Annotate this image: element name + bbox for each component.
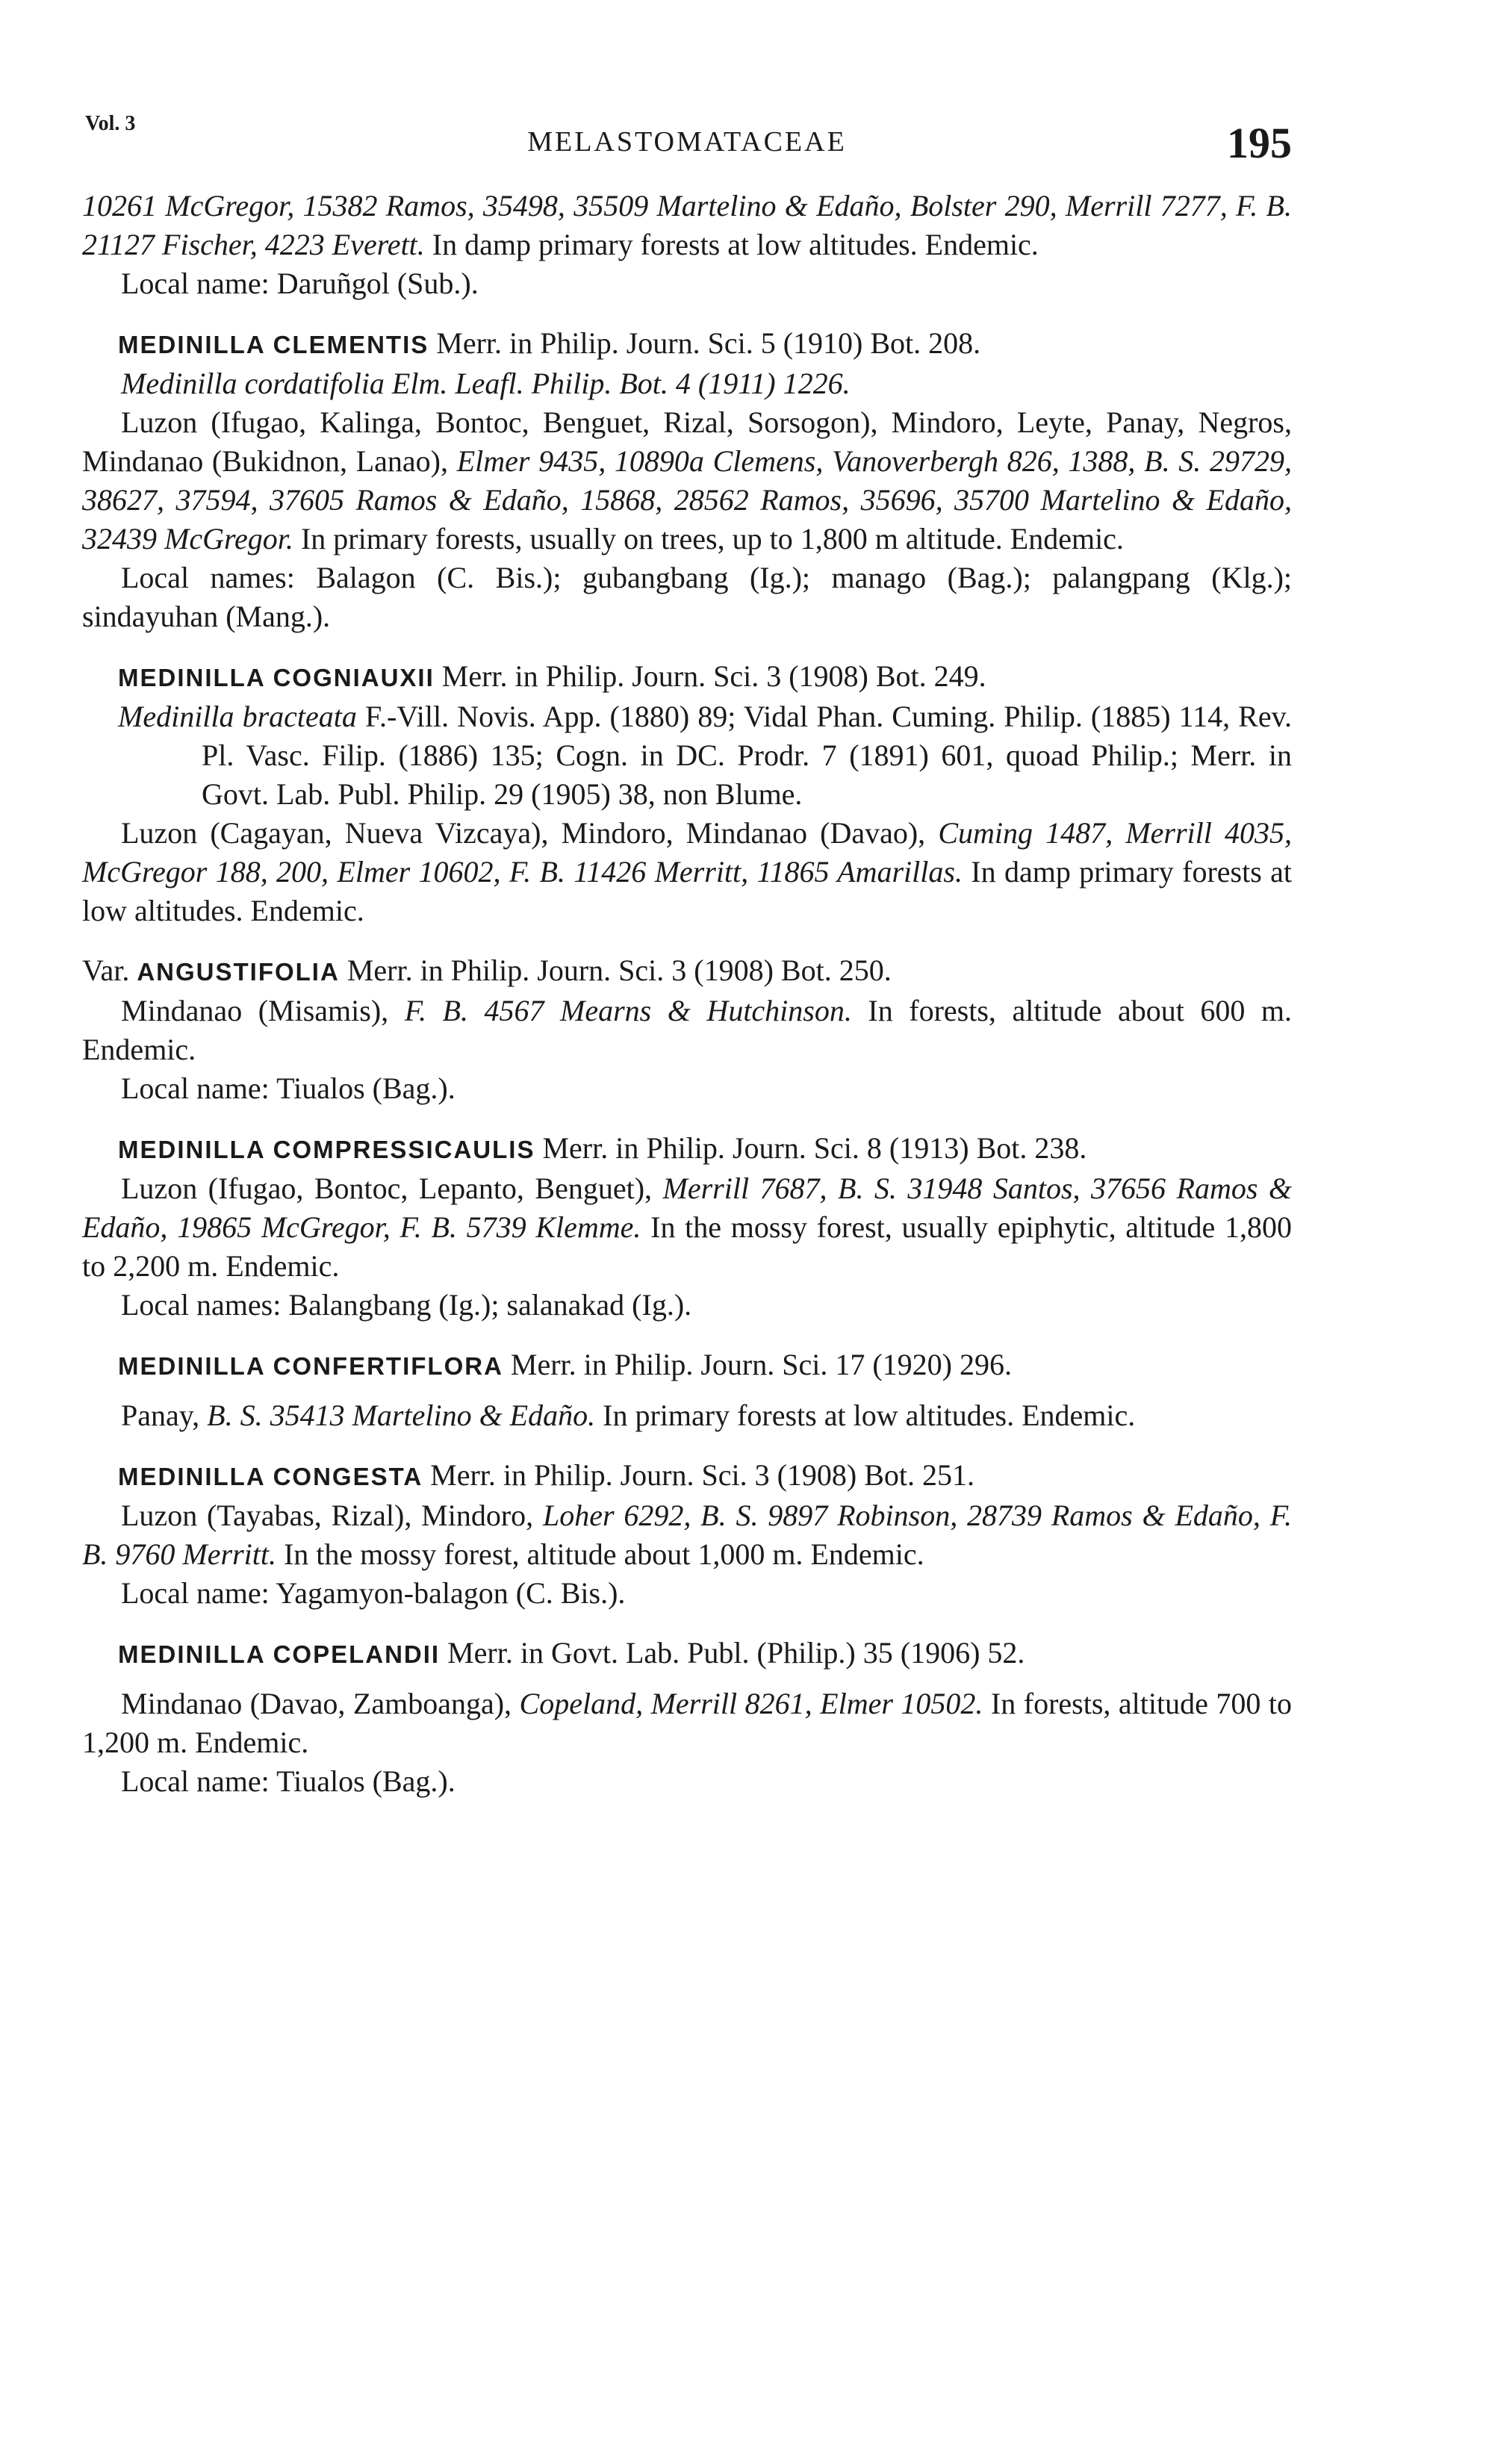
page-header: [82, 105, 1292, 187]
specimen-list: 10261 McGregor, 15382 Ramos, 35498, 35509 Martelino & Edaño, Bolster 290, Merrill 7277, F. B. 21127 Fischer, 4223 Everett.: [82, 189, 1292, 261]
habitat-text: In primary forests, usually on trees, up to 1,800 m altitude. Endemic.: [293, 522, 1124, 556]
species-citation: Merr. in Govt. Lab. Publ. (Philip.) 35 (1906) 52.: [440, 1636, 1025, 1670]
species-heading: [82, 324, 1292, 364]
local-name-line: Local name: Tiualos (Bag.).: [121, 1764, 456, 1798]
synonym-paragraph: [82, 697, 1292, 814]
species-heading: [82, 1634, 1292, 1674]
distribution-text: Mindanao (Misamis),: [121, 994, 405, 1027]
habitat-text: In primary forests at low altitudes. Endemic.: [595, 1399, 1136, 1432]
distribution-text: Mindanao (Davao, Zamboanga),: [121, 1687, 520, 1720]
species-name: MEDINILLA COMPRESSICAULIS: [118, 1136, 535, 1163]
variety-prefix: Var.: [82, 953, 137, 987]
distribution-paragraph: [82, 403, 1292, 559]
distribution-text: Luzon (Tayabas, Rizal), Mindoro,: [121, 1499, 543, 1532]
species-name: MEDINILLA COGNIAUXII: [118, 664, 435, 691]
specimen-list: Elmer 9435, 10890a Clemens, Vanoverbergh 826, 1388, B. S. 29729, 38627, 37594, 37605 Ramos & Edaño, 15868, 28562 Ramos, 35696, 35700 Martelino & Edaño, 32439 McGregor.: [82, 444, 1293, 556]
species-entry-congesta: [82, 1456, 1292, 1613]
synonym-name: Medinilla bracteata: [118, 700, 357, 733]
synonym-line: Medinilla cordatifolia Elm. Leafl. Philip. Bot. 4 (1911) 1226.: [121, 367, 851, 400]
volume-label: Vol. 3: [85, 112, 136, 135]
specimen-list: Cuming 1487, Merrill 4035, McGregor 188, 200, Elmer 10602, F. B. 11426 Merritt, 11865 Amarillas.: [82, 816, 1292, 889]
species-entry-confertiflora: [82, 1345, 1292, 1435]
distribution-paragraph: [82, 1496, 1292, 1574]
species-entry-cogniauxii: [82, 657, 1292, 1108]
specimen-list: B. S. 35413 Martelino & Edaño.: [207, 1399, 596, 1432]
variety-citation: Merr. in Philip. Journ. Sci. 3 (1908) Bot. 250.: [339, 953, 892, 987]
species-citation: Merr. in Philip. Journ. Sci. 5 (1910) Bot. 208.: [429, 326, 981, 360]
variety-name: ANGUSTIFOLIA: [137, 958, 340, 986]
species-citation: Merr. in Philip. Journ. Sci. 3 (1908) Bot. 251.: [423, 1458, 975, 1492]
page-number: 195: [1227, 119, 1292, 167]
species-heading: [82, 1345, 1292, 1386]
species-citation: Merr. in Philip. Journ. Sci. 3 (1908) Bot. 249.: [434, 659, 986, 693]
distribution-text: Luzon (Ifugao, Kalinga, Bontoc, Benguet, Rizal, Sorsogon), Mindoro, Leyte, Panay, Negros, Mindanao (Bukidnon, Lanao),: [82, 405, 1292, 478]
species-name: MEDINILLA CONFERTIFLORA: [118, 1352, 503, 1380]
specimen-list: Merrill 7687, B. S. 31948 Santos, 37656 Ramos & Edaño, 19865 McGregor, F. B. 5739 Klemme.: [82, 1172, 1292, 1244]
local-names-line: Local names: Balangbang (Ig.); salanakad (Ig.).: [121, 1288, 692, 1322]
species-heading: [82, 1129, 1292, 1169]
local-names-line: Local names: Balagon (C. Bis.); gubangbang (Ig.); manago (Bag.); palangpang (Klg.); sindayuhan (Mang.).: [82, 561, 1292, 633]
distribution-text: Panay,: [121, 1399, 208, 1432]
distribution-paragraph: [82, 1396, 1292, 1435]
specimen-list: Loher 6292, B. S. 9897 Robinson, 28739 Ramos & Edaño, F. B. 9760 Merritt.: [82, 1499, 1292, 1571]
local-name-line: Local name: Yagamyon-balagon (C. Bis.).: [121, 1576, 626, 1610]
document-page: [82, 105, 1292, 1801]
variety-heading: [82, 951, 1292, 992]
habitat-text: In the mossy forest, usually epiphytic, altitude 1,800 to 2,200 m. Endemic.: [82, 1210, 1292, 1283]
distribution-paragraph: [82, 1169, 1292, 1286]
specimen-list: F. B. 4567 Mearns & Hutchinson.: [404, 994, 852, 1027]
specimen-list: Copeland, Merrill 8261, Elmer 10502.: [519, 1687, 983, 1720]
species-entry-compressicaulis: [82, 1129, 1292, 1325]
habitat-text: In forests, altitude about 600 m. Endemic.: [82, 994, 1293, 1066]
distribution-paragraph: [82, 1684, 1292, 1762]
distribution-text: Luzon (Cagayan, Nueva Vizcaya), Mindoro, Mindanao (Davao),: [121, 816, 939, 850]
habitat-text: In damp primary forests at low altitudes. Endemic.: [82, 855, 1292, 927]
continued-specimens-paragraph: [82, 187, 1292, 264]
distribution-text: Luzon (Ifugao, Bontoc, Lepanto, Benguet),: [121, 1172, 663, 1205]
species-name: MEDINILLA CLEMENTIS: [118, 331, 429, 358]
species-heading: [82, 657, 1292, 697]
species-entry-clementis: [82, 324, 1292, 636]
species-citation: Merr. in Philip. Journ. Sci. 17 (1920) 296.: [503, 1348, 1012, 1381]
variety-distribution-paragraph: [82, 992, 1292, 1069]
local-name-line: Local name: Daruñgol (Sub.).: [121, 267, 479, 300]
local-name-line: Local name: Tiualos (Bag.).: [121, 1071, 456, 1105]
species-name: MEDINILLA CONGESTA: [118, 1463, 423, 1490]
habitat-text: In damp primary forests at low altitudes. Endemic.: [424, 228, 1039, 261]
habitat-text: In the mossy forest, altitude about 1,000 m. Endemic.: [276, 1537, 924, 1571]
species-heading: [82, 1456, 1292, 1496]
habitat-text: In forests, altitude 700 to 1,200 m. Endemic.: [82, 1687, 1292, 1759]
species-name: MEDINILLA COPELANDII: [118, 1640, 441, 1668]
running-title: MELASTOMATACEAE: [527, 126, 847, 158]
continued-entry: [82, 187, 1292, 303]
distribution-paragraph: [82, 814, 1292, 930]
species-citation: Merr. in Philip. Journ. Sci. 8 (1913) Bot. 238.: [535, 1131, 1087, 1165]
species-entry-copelandii: [82, 1634, 1292, 1801]
synonym-citations: F.-Vill. Novis. App. (1880) 89; Vidal Phan. Cuming. Philip. (1885) 114, Rev. Pl. Vasc. Filip. (1886) 135; Cogn. in DC. Prodr. 7 (1891) 601, quoad Philip.; Merr. in Govt. Lab. Publ. Philip. 29 (1905) 38, non Blume.: [202, 700, 1292, 811]
